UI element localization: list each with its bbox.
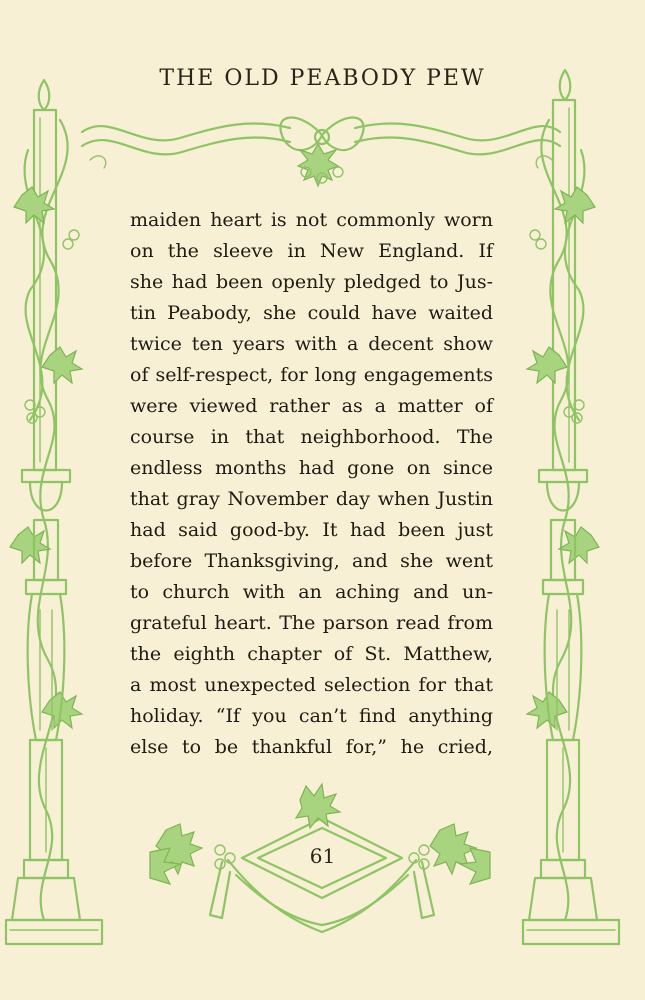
text-line: tin Peabody, she could have waited xyxy=(130,302,493,324)
text-line: to church with an aching and un- xyxy=(130,581,493,603)
text-line: else to be thankful for,” he cried, xyxy=(130,736,493,758)
running-header: THE OLD PEABODY PEW xyxy=(159,66,486,91)
left-candle-column-icon xyxy=(6,80,102,944)
text-line: endless months had gone on since xyxy=(130,457,493,479)
text-line: of self-respect, for long engagements xyxy=(130,364,493,386)
text-line: maiden heart is not commonly worn xyxy=(130,209,493,231)
text-line: had said good-by. It had been just xyxy=(130,519,493,541)
text-line: twice ten years with a decent show xyxy=(130,333,493,355)
text-line: before Thanksgiving, and she went xyxy=(130,550,493,572)
page-number: 61 xyxy=(309,844,336,868)
text-line: were viewed rather as a matter of xyxy=(130,395,493,417)
text-line: the eighth chapter of St. Matthew, xyxy=(130,643,493,665)
text-line: on the sleeve in New England. If xyxy=(130,240,493,262)
top-ribbon-garland-icon xyxy=(82,118,560,186)
text-line: holiday. “If you can’t find anything xyxy=(130,705,493,727)
text-line: a most unexpected selection for that xyxy=(130,674,493,696)
text-line: course in that neighborhood. The xyxy=(130,426,493,448)
text-line: that gray November day when Justin xyxy=(130,488,493,510)
body-paragraph xyxy=(130,205,493,763)
right-candle-column-icon xyxy=(523,70,619,944)
text-line: grateful heart. The parson read from xyxy=(130,612,493,634)
text-line: she had been openly pledged to Jus- xyxy=(130,271,493,293)
